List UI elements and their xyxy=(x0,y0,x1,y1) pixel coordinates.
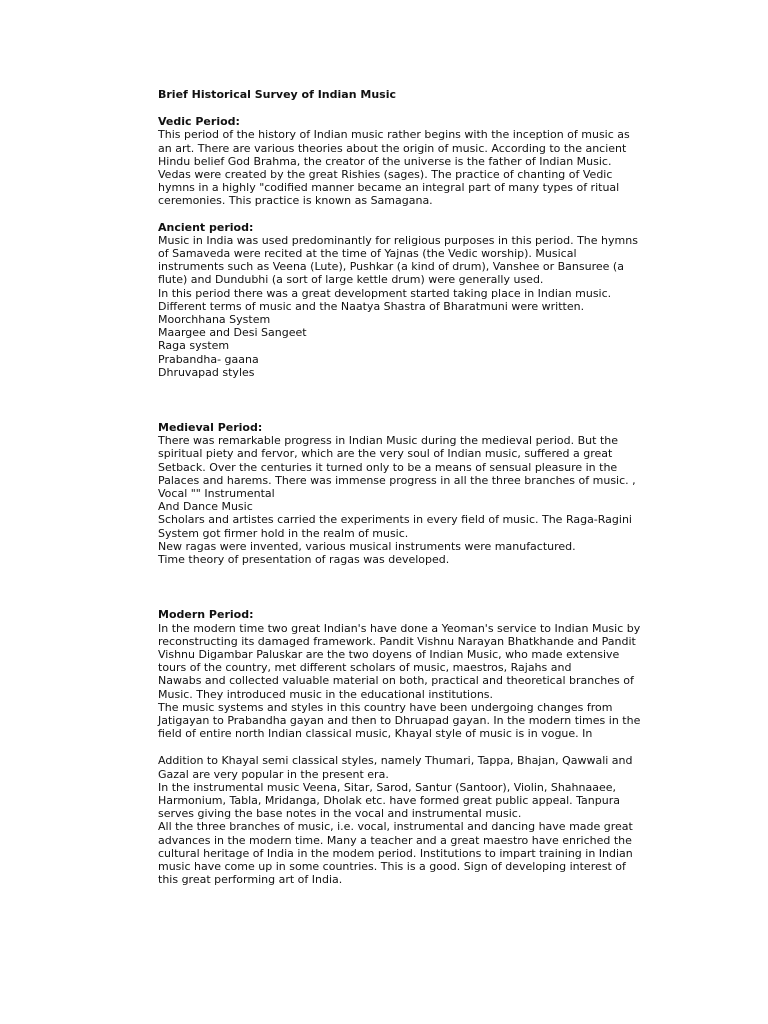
paragraph-line: The music systems and styles in this country have been undergoing changes from xyxy=(158,700,613,714)
paragraph-line: cultural heritage of India in the modem period. Institutions to impart training in Indian xyxy=(158,846,633,860)
document-title: Brief Historical Survey of Indian Music xyxy=(158,88,396,101)
paragraph-line: Setback. Over the centuries it turned only to be a means of sensual pleasure in the xyxy=(158,460,618,474)
paragraph-line: instruments such as Veena (Lute), Pushkar (a kind of drum), Vanshee or Bansuree (a xyxy=(158,260,624,274)
paragraph-line: Scholars and artistes carried the experiments in every field of music. The Raga-Ragini xyxy=(158,513,632,527)
spacer xyxy=(158,208,758,221)
paragraph-line: Gazal are very popular in the present era. xyxy=(158,767,389,781)
paragraph-line: Vishnu Digambar Paluskar are the two doyens of Indian Music, who made extensive xyxy=(158,647,620,661)
paragraph-line: advances in the modern time. Many a teacher and a great maestro have enriched the xyxy=(158,833,632,847)
section-heading: Vedic Period: xyxy=(158,115,240,129)
paragraph-line: an art. There are various theories about the origin of music. According to the ancient xyxy=(158,141,627,155)
spacer xyxy=(158,594,758,608)
list-item: Moorchhana System xyxy=(158,313,271,327)
paragraph-line: Music in India was used predominantly for religious purposes in this period. The hymns xyxy=(158,233,638,247)
paragraph-line: All the three branches of music, i.e. vocal, instrumental and dancing have made great xyxy=(158,820,633,834)
section-ancient xyxy=(158,221,758,379)
list-item: Prabandha- gaana xyxy=(158,352,259,366)
paragraph-line: This period of the history of Indian music rather begins with the inception of music as xyxy=(158,128,630,142)
paragraph-line: Harmonium, Tabla, Mridanga, Dholak etc. have formed great public appeal. Tanpura xyxy=(158,793,620,807)
paragraph-line: Hindu belief God Brahma, the creator of the universe is the father of Indian Music. xyxy=(158,154,612,168)
paragraph-line: serves giving the base notes in the vocal and instrumental music. xyxy=(158,807,522,821)
document-page xyxy=(158,88,758,886)
paragraph-line: flute) and Dundubhi (a sort of large kettle drum) were generally used. xyxy=(158,273,544,287)
paragraph-line: Different terms of music and the Naatya Shastra of Bharatmuni were written. xyxy=(158,299,585,313)
section-heading: Medieval Period: xyxy=(158,421,263,435)
paragraph-line: hymns in a highly "codified manner became an integral part of many types of ritual xyxy=(158,181,620,195)
list-item: Raga system xyxy=(158,339,230,353)
section-heading: Ancient period: xyxy=(158,220,254,234)
paragraph-line: In this period there was a great development started taking place in Indian music. xyxy=(158,286,612,300)
paragraph-line: Vocal "" Instrumental xyxy=(158,487,275,501)
list-item: Maargee and Desi Sangeet xyxy=(158,326,307,340)
section-heading: Modern Period: xyxy=(158,608,254,622)
section-medieval xyxy=(158,421,758,566)
section-modern xyxy=(158,608,758,886)
paragraph-line: In the instrumental music Veena, Sitar, Sarod, Santur (Santoor), Violin, Shahnaaee, xyxy=(158,780,616,794)
paragraph-line: ceremonies. This practice is known as Samagana. xyxy=(158,194,433,208)
paragraph-line: Music. They introduced music in the educational institutions. xyxy=(158,687,494,701)
paragraph-line: New ragas were invented, various musical instruments were manufactured. xyxy=(158,539,576,553)
list-item: Dhruvapad styles xyxy=(158,365,255,379)
paragraph-line: this great performing art of India. xyxy=(158,873,343,887)
paragraph-line: In the modern time two great Indian's have done a Yeoman's service to Indian Music by xyxy=(158,621,641,635)
paragraph-line: music have come up in some countries. This is a good. Sign of developing interest of xyxy=(158,859,626,873)
paragraph-line: of Samaveda were recited at the time of Yajnas (the Vedic worship). Musical xyxy=(158,247,577,261)
paragraph-line: tours of the country, met different scholars of music, maestros, Rajahs and xyxy=(158,661,572,675)
spacer xyxy=(158,379,758,407)
section-vedic xyxy=(158,115,758,207)
paragraph-line: Palaces and harems. There was immense progress in all the three branches of music. , xyxy=(158,473,636,487)
paragraph-line: Addition to Khayal semi classical styles, namely Thumari, Tappa, Bhajan, Qawwali and xyxy=(158,754,633,768)
paragraph-line: field of entire north Indian classical music, Khayal style of music is in vogue. In xyxy=(158,727,593,741)
paragraph-line: There was remarkable progress in Indian Music during the medieval period. But the xyxy=(158,434,619,448)
paragraph-line: reconstructing its damaged framework. Pandit Vishnu Narayan Bhatkhande and Pandit xyxy=(158,634,636,648)
spacer xyxy=(158,566,758,594)
paragraph-line: And Dance Music xyxy=(158,500,253,514)
paragraph-line: Nawabs and collected valuable material on both, practical and theoretical branches of xyxy=(158,674,634,688)
paragraph-line: spiritual piety and fervor, which are the very soul of Indian music, suffered a great xyxy=(158,447,613,461)
paragraph-line: Jatigayan to Prabandha gayan and then to Dhruapad gayan. In the modern times in the xyxy=(158,713,641,727)
paragraph-line: Time theory of presentation of ragas was developed. xyxy=(158,553,450,567)
paragraph-line: Vedas were created by the great Rishies (sages). The practice of chanting of Vedic xyxy=(158,168,613,182)
paragraph-line: System got firmer hold in the realm of music. xyxy=(158,526,409,540)
spacer xyxy=(158,407,758,421)
spacer xyxy=(158,740,758,754)
